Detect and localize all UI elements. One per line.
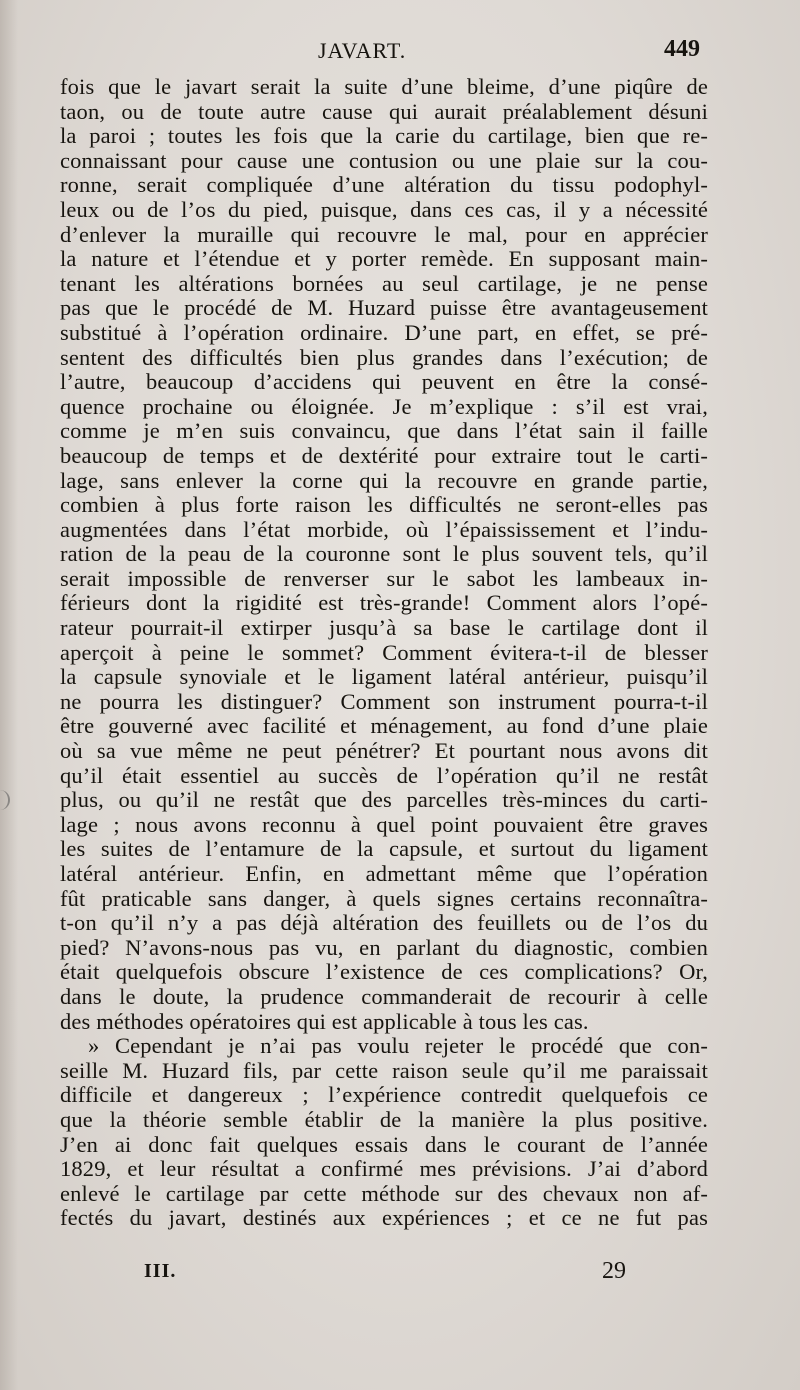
text-line: qu’il était essentiel au succès de l’opération qu’il ne restât: [60, 762, 708, 788]
text-line: ronne, serait compliquée d’une altération du tissu podophyl-: [60, 172, 708, 198]
text-line: J’en ai donc fait quelques essais dans le courant de l’année: [60, 1131, 708, 1157]
text-line: enlevé le cartilage par cette méthode sur des chevaux non af-: [60, 1180, 708, 1206]
text-line: pas que le procédé de M. Huzard puisse être avantageusement: [60, 295, 708, 321]
text-line: rateur pourrait-il extirper jusqu’à sa base le cartilage dont il: [60, 615, 708, 641]
text-line: augmentées dans l’état morbide, où l’épaississement et l’indu-: [60, 516, 708, 542]
text-line: t-on qu’il n’y a pas déjà altération des feuillets ou de l’os du: [60, 910, 708, 936]
text-line: lage ; nous avons reconnu à quel point pouvaient être graves: [60, 811, 708, 837]
text-line: d’enlever la muraille qui recouvre le mal, pour en apprécier: [60, 221, 708, 247]
text-line: lage, sans enlever la corne qui la recouvre en grande partie,: [60, 467, 708, 493]
paragraph-end-line: des méthodes opératoires qui est applicable à tous les cas.: [60, 1008, 589, 1034]
text-line: pied? N’avons-nous pas vu, en parlant du diagnostic, combien: [60, 934, 708, 960]
text-line: beaucoup de temps et de dextérité pour extraire tout le carti-: [60, 442, 708, 468]
text-line: fois que le javart serait la suite d’une bleime, d’une piqûre de: [60, 74, 708, 99]
text-line: être gouverné avec facilité et ménagement, au fond d’une plaie: [60, 713, 708, 739]
text-line: ne pourra les distinguer? Comment son instrument pourra-t-il: [60, 688, 708, 714]
text-line: combien à plus forte raison les difficultés ne seront-elles pas: [60, 492, 708, 518]
text-line: 1829, et leur résultat a confirmé mes prévisions. J’ai d’abord: [60, 1156, 708, 1182]
text-line: la capsule synoviale et le ligament latéral antérieur, puisqu’il: [60, 664, 708, 690]
text-line: dans le doute, la prudence commanderait de recourir à celle: [60, 983, 708, 1009]
page-footer: [60, 1260, 708, 1294]
text-line: sentent des difficultés bien plus grandes dans l’exécution; de: [60, 344, 708, 370]
body-text: [60, 75, 708, 1231]
text-line: latéral antérieur. Enfin, en admettant même que l’opération: [60, 861, 708, 886]
text-line: où sa vue même ne peut pénétrer? Et pourtant nous avons dit: [60, 738, 708, 764]
text-line: était quelquefois obscure l’existence de ces complications? Or,: [60, 959, 708, 985]
text-line: que la théorie semble établir de la manière la plus positive.: [60, 1106, 708, 1132]
volume-signature: III.: [144, 1260, 177, 1282]
text-line: taon, ou de toute autre cause qui aurait préalablement désuni: [60, 98, 708, 124]
page-header: [60, 38, 708, 72]
page-number: 449: [664, 36, 700, 62]
text-line: férieurs dont la rigidité est très-grande! Comment alors l’opé-: [60, 590, 708, 616]
text-line: tenant les altérations bornées au seul cartilage, je ne pense: [60, 270, 708, 296]
binding-shadow: [0, 0, 18, 1390]
text-line: fût praticable sans danger, à quels signes certains reconnaîtra-: [60, 885, 708, 911]
text-line: serait impossible de renverser sur le sabot les lambeaux in-: [60, 565, 708, 591]
running-head: JAVART.: [318, 38, 407, 63]
paragraph-start-line: » Cependant je n’ai pas voulu rejeter le procédé que con-: [88, 1033, 708, 1059]
text-line: comme je m’en suis convaincu, que dans l’état sain il faille: [60, 418, 708, 444]
text-line: plus, ou qu’il ne restât que des parcelles très-minces du carti-: [60, 787, 708, 813]
text-line: fectés du javart, destinés aux expériences ; et ce ne fut pas: [60, 1205, 708, 1231]
text-line: la paroi ; toutes les fois que la carie du cartilage, bien que re-: [60, 123, 708, 149]
text-line: seille M. Huzard fils, par cette raison seule qu’il me paraissait: [60, 1057, 708, 1083]
text-line: leux ou de l’os du pied, puisque, dans ces cas, il y a nécessité: [60, 196, 708, 222]
text-line: connaissant pour cause une contusion ou une plaie sur la cou-: [60, 147, 708, 173]
text-line: quence prochaine ou éloignée. Je m’explique : s’il est vrai,: [60, 393, 708, 419]
text-line: la nature et l’étendue et y porter remède. En supposant main-: [60, 246, 708, 272]
text-line: substitué à l’opération ordinaire. D’une part, en effet, se pré-: [60, 319, 708, 345]
text-line: l’autre, beaucoup d’accidens qui peuvent en être la consé-: [60, 369, 708, 395]
text-line: les suites de l’entamure de la capsule, et surtout du ligament: [60, 836, 708, 862]
text-line: difficile et dangereux ; l’expérience contredit quelquefois ce: [60, 1082, 708, 1108]
text-line: ration de la peau de la couronne sont le plus souvent tels, qu’il: [60, 541, 708, 567]
sheet-signature: 29: [602, 1258, 626, 1284]
text-line: aperçoit à peine le sommet? Comment évitera-t-il de blesser: [60, 639, 708, 665]
